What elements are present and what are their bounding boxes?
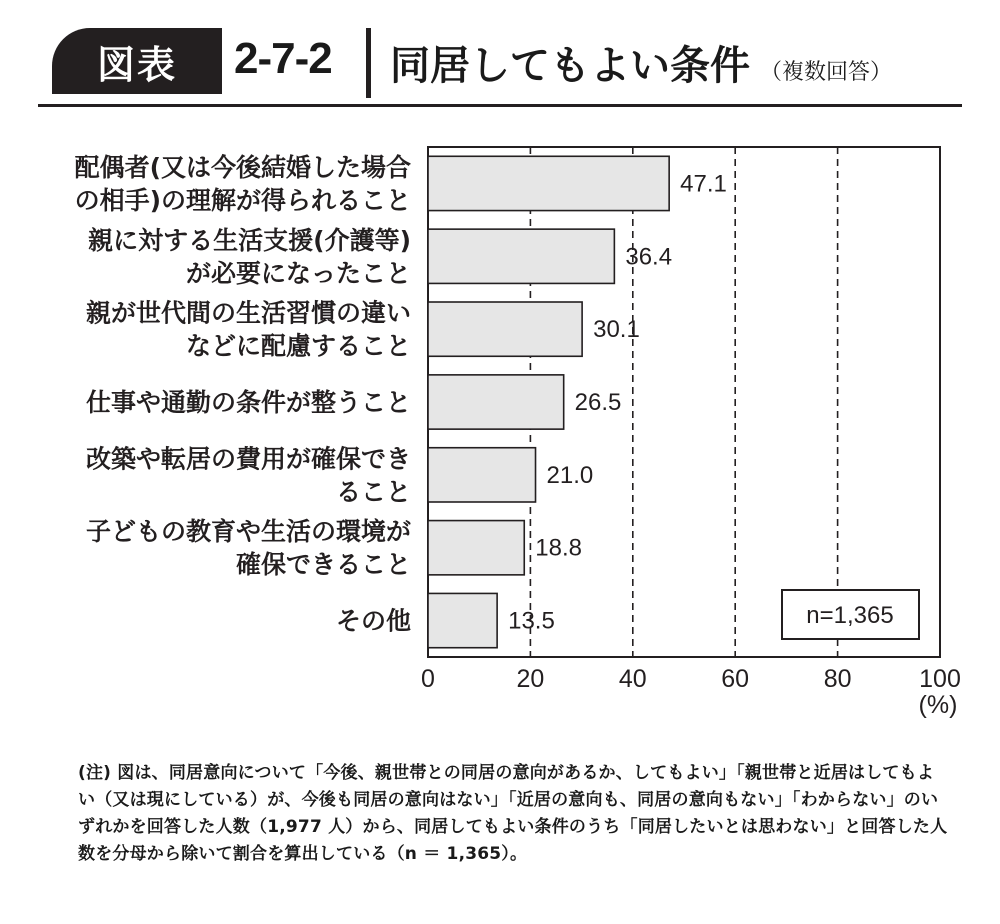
category-label: 親が世代間の生活習慣の違い <box>85 298 411 328</box>
bar <box>428 375 564 429</box>
figure-subtitle: （複数回答） <box>760 60 893 85</box>
category-label: ること <box>335 477 411 507</box>
bar-value-label: 26.5 <box>574 389 622 416</box>
category-label: が必要になったこと <box>185 258 411 288</box>
bar-value-label: 30.1 <box>593 316 640 344</box>
bar <box>428 302 582 356</box>
bar-value-label: 18.8 <box>535 534 582 562</box>
bar-value-label: 36.4 <box>625 243 673 271</box>
footnote: (注) 図は、同居意向について「今後、親世帯との同居の意向があるか、してもよい」「親世帯と近居はしてもよい（又は現にしている）が、今後も同居の意向はない」「近居の意向も、同居の意向もない」「わからない」のいずれかを回答した人数（1,977 人）から、同居してもよい条件のうち「同居したいとは思わない」と回答した人数を分母から除いて割合を算出している（n ＝ 1,365）。 <box>78 763 948 864</box>
category-label: 配偶者(又は今後結婚した場合 <box>74 152 411 182</box>
category-label: 確保できること <box>235 550 411 580</box>
bar-value-label: 13.5 <box>508 607 555 635</box>
x-tick-label: 40 <box>618 665 647 693</box>
x-tick-label: 20 <box>516 665 545 693</box>
category-label: 親に対する生活支援(介護等) <box>88 225 411 255</box>
bar <box>428 593 497 647</box>
bar <box>428 448 536 502</box>
bar <box>428 521 524 575</box>
bar <box>428 229 614 283</box>
x-tick-label: 100 <box>919 665 961 693</box>
category-label: 改築や転居の費用が確保でき <box>85 444 411 474</box>
bar <box>428 156 669 210</box>
x-tick-label: 60 <box>721 665 750 693</box>
category-label: その他 <box>335 606 411 636</box>
category-label: 子どもの教育や生活の環境が <box>85 517 411 547</box>
bar-value-label: 47.1 <box>680 170 727 198</box>
x-tick-label: 80 <box>823 665 852 693</box>
figure-title-text: 同居してもよい条件 <box>390 43 750 89</box>
x-unit-label: (%) <box>918 691 958 719</box>
bar-value-label: 21.0 <box>546 461 594 489</box>
figure-number: 2-7-2 <box>234 34 332 83</box>
category-label: の相手)の理解が得られること <box>74 185 411 215</box>
x-tick-label: 0 <box>421 665 435 693</box>
figure-badge: 図表 <box>52 28 222 94</box>
category-label: などに配慮すること <box>185 331 411 361</box>
category-label: 仕事や通勤の条件が整うこと <box>85 388 411 417</box>
sample-size-label: n=1,365 <box>806 602 894 629</box>
